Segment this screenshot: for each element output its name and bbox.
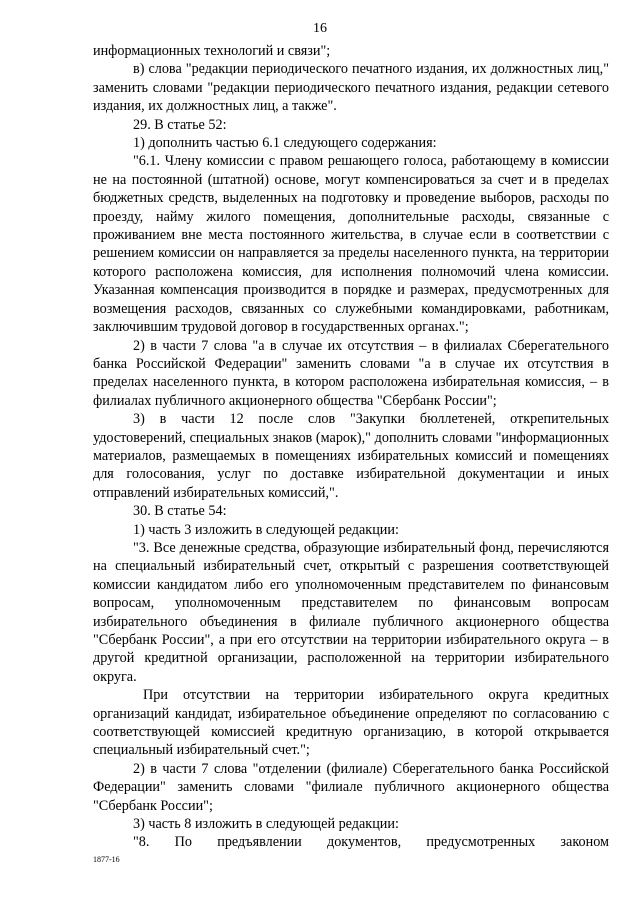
paragraph: При отсутствии на территории избирательного округа кредитных организаций кандидат, избирательное объединение определяют по согласованию с соответствующей комиссией кредитную организацию, в которой открывается специальный избирательный счет."; (93, 687, 613, 759)
paragraph: 1) дополнить частью 6.1 следующего содержания: (133, 135, 437, 152)
paragraph: информационных технологий и связи"; (93, 43, 331, 59)
paragraph: 2) в части 7 слова "а в случае их отсутствия – в филиалах Сберегательного банка Российской Федерации" заменить словами "а в случае их отсутствия в пределах населенного пункта, в котором расположена избирательная комиссия, – в филиалах публичного акционерного общества "Сбербанк России"; (93, 337, 613, 409)
paragraph: 3) часть 8 изложить в следующей редакции: (133, 816, 399, 833)
paragraph: 30. В статье 54: (133, 503, 227, 520)
document-code: 1877-16 (93, 855, 120, 864)
paragraph: "8. По предъявлении документов, предусмотренных законом (133, 834, 609, 851)
body-text (93, 42, 613, 852)
paragraph: 1) часть 3 изложить в следующей редакции: (133, 521, 399, 538)
page-number: 16 (313, 21, 327, 36)
paragraph: "3. Все денежные средства, образующие избирательный фонд, перечисляются на специальный избирательный счет, открытый с разрешения соответствующей комиссии кандидатом либо его уполномоченным представителем по финансовым вопросам, уполномоченным представителем по финансовым вопросам избирательного объединения в филиале публичного акционерного общества "Сбербанк России", а при его отсутствии на территории избирательного округа – в другой кредитной организации, расположенной на территории избирательного округа. (93, 539, 613, 685)
paragraph: 2) в части 7 слова "отделении (филиале) Сберегательного банка Российской Федерации" заменить словами "филиале публичного акционерного общества "Сбербанк России"; (93, 760, 613, 814)
paragraph: "6.1. Члену комиссии с правом решающего голоса, работающему в комиссии не на постоянной (штатной) основе, могут компенсироваться за счет и в пределах бюджетных средств, выделенных на подготовку и проведение выборов, расходы по проезду, найму жилого помещения, дополнительные расходы, связанные с проживанием вне места постоянного жительства, в случае если в соответствии с решением комиссии он направляется за пределы населенного пункта, на территории которого расположена комиссия, для исполнения полномочий члена комиссии. Указанная компенсация производится в порядке и размерах, предусмотренных для возмещения расходов, связанных со служебными командировками, работникам, заключившим трудовой договор в государственных органах."; (93, 153, 613, 336)
paragraph: 29. В статье 52: (133, 116, 227, 133)
paragraph: 3) в части 12 после слов "Закупки бюллетеней, открепительных удостоверений, специальных знаков (марок)," дополнить словами "информационных материалов, размещаемых в помещениях избирательных комиссий и помещениях для голосования, услуг по доставке избирательной документации и иных отправлений избирательных комиссий,". (93, 411, 613, 501)
paragraph: в) слова "редакции периодического печатного издания, их должностных лиц," заменить словами "редакции периодического печатного издания, редакции сетевого издания, их должностных лиц, а также". (93, 61, 613, 115)
